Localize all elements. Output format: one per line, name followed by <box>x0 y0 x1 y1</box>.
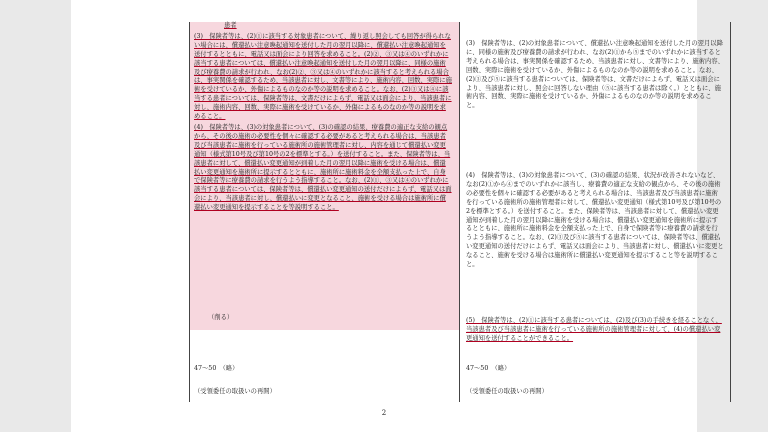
right-footer-note: （受領委任の取扱いの再開） <box>466 388 548 395</box>
right-paragraph-3: (3) 保険者等は、(2)の対象患者について、償還払い注意喚起通知を送付した月の翌月以降に、同様の施術及び療養費の請求が行われ、なお(2)①から⑤までのいずれかに該当すると考えられる場合は、事実関係を確認するため、当該患者に対し、文書等により、施術内容、回数、実際に施術を受けているか、外傷によるものなのか等の説明を求めること。なお、(2)③及び⑤に該当する患者については、保険者等は、文書だけによらず、電話又は面会により、当該患者に対し、照会に回答しない理由（⑤に該当する患者は除く。）とともに、施術内容、回数、実際に施術を受けているか、外傷によるものなのか等の説明を求めること。 <box>466 40 724 110</box>
left-paragraph-3: (3) 保険者等は、(2)①に該当する対象患者について、繰り返し照会しても回答が得られない場合には、償還払い注意喚起通知を送付した月の翌月以降に、償還払い注意喚起通知を送付するとともに、電話又は面会により回答を求めること。(2)②、③又は④のいずれかに該当する患者については、償還払い注意喚起通知を送付した月の翌月以降に、同様の施術及び療養費の請求が行われ、なお(2)②、③又は④のいずれかに該当すると考えられる場合は、事実関係を確認するため、当該患者に対し、文書等により、施術内容、回数、実際に施術を受けているか、外傷によるものなのか等の説明を求めること。なお、(2)③又は④に該当する患者については、保険者等は、文書だけによらず、電話又は面会により、当該患者に対し、施術内容、回数、実際に施術を受けているか、外傷によるものなのか等の説明を求めること。 <box>194 32 452 121</box>
right-section-47-50: 47～50 （略） <box>466 365 511 372</box>
left-column-revised <box>194 22 452 215</box>
left-paragraph-4: (4) 保険者等は、(3)の対象患者について、(3)の確認の結果、療養費の適正な支給の観点から、その後の施術の必要性を個々に確認する必要があると考えられる場合は、当該患者及び当該患者に施術を行っている施術所の施術管理者に対し、内容を通じて償還払い変更通知（様式第10号及び第10号の2を標準とする。）を送付すること。また、保険者等は、当該患者に対して、償還払い変更通知が到着した月の翌月以降に施術を受ける場合は、償還払い変更通知を施術所に提示するとともに、施術所に施術料金を全額支払った上で、自身で保険者等に療養費の請求を行うよう指導すること。なお、(2)①、③又は④のいずれかに該当する患者については、保険者等は、償還払い変更通知の送付だけによらず、電話又は面会により、当該患者に対し、償還払いに変更となること、施術を受ける場合は施術所に償還払い変更通知を提示することを等説明すること。 <box>194 123 452 212</box>
right-paragraph-4: (4) 保険者等は、(3)の対象患者について、(3)の確認の結果、状況が改善されないなど、なお(2)①から④までのいずれかに該当し、療養費の適正な支給の観点から、その後の施術の必要性を個々に確認する必要があると考えられる場合は、当該患者及び当該患者に施術を行っている施術所の施術管理者に対して、償還払い変更通知（様式第10号及び第10号の2を標準とする。）を送付すること。また、保険者等は、当該患者に対して、償還払い変更通知が到着した月の翌月以降に施術を受ける場合は、償還払い変更通知を施術所に提示するとともに、施術所に施術料金を全額支払った上で、自身で保険者等に療養費の請求を行うよう指導すること。なお、(2)③及び⑤に該当する患者については、保険者等は、償還払い変更通知の送付だけによらず、電話又は面会により、当該患者に対し、償還払いに変更となること、施術を受ける場合は施術所に償還払い変更通知を提示すること等を説明すること。 <box>466 172 724 269</box>
page-number: 2 <box>381 409 387 417</box>
left-omitted-note: （削る） <box>208 314 234 321</box>
comparison-table <box>189 22 731 402</box>
right-paragraph-5: (5) 保険者等は、(2)①に該当する患者については、(2)及び(3)の手続きを経ることなく、当該患者及び当該患者に施術を行っている施術所の施術管理者に対して、(4)の償還払い変更通知を送付することができること。 <box>466 317 722 342</box>
right-column-current <box>466 40 724 113</box>
left-header: 患者 <box>224 22 237 29</box>
document-page <box>71 0 724 432</box>
left-section-47-50: 47～50 （略） <box>194 365 239 372</box>
left-footer-note: （受領委任の取扱いの再開） <box>194 388 276 395</box>
column-divider <box>459 22 460 402</box>
